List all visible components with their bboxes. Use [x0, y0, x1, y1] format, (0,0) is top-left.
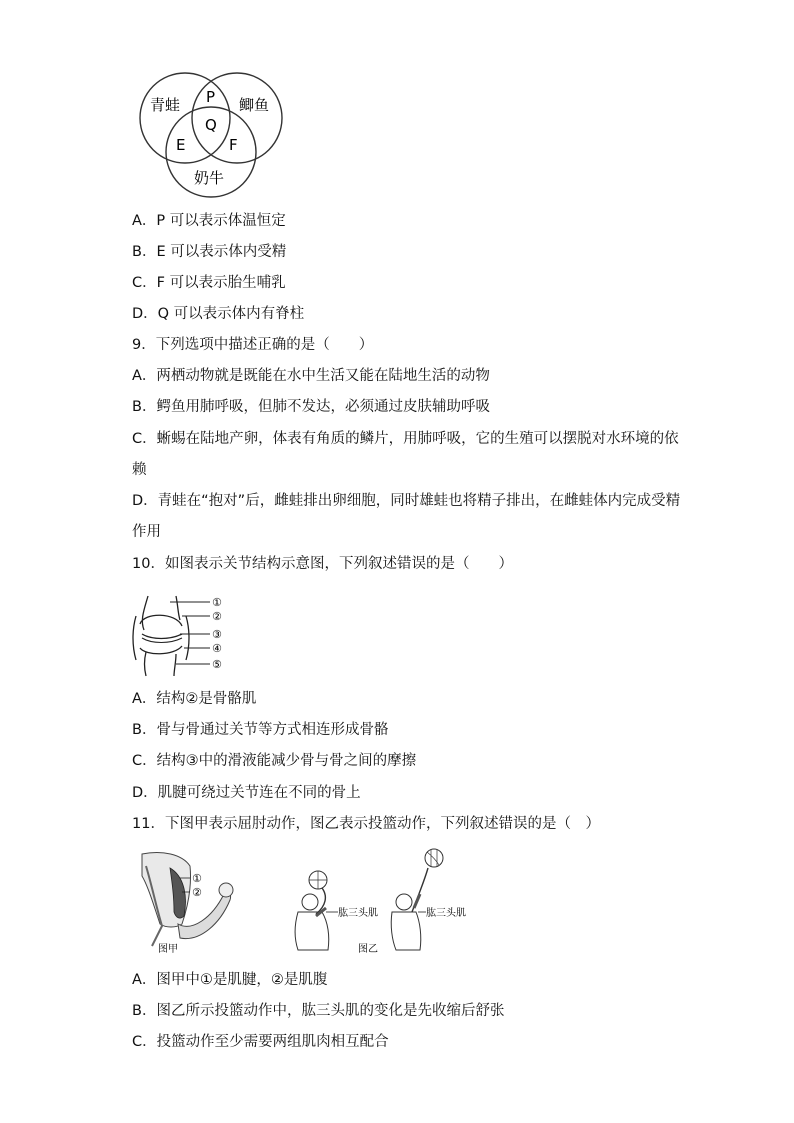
- q9-option-a: A．两栖动物就是既能在水中生活又能在陆地生活的动物: [132, 368, 490, 384]
- player-1-head: [302, 894, 318, 910]
- figure-jia-elbow-flexion: [132, 846, 242, 958]
- jia-label-1: ①: [192, 872, 202, 885]
- joint-cavity: [142, 634, 182, 639]
- joint-label-4: ④: [212, 642, 222, 655]
- q11-stem: 11．下图甲表示屈肘动作，图乙表示投篮动作，下列叙述错误的是（ ）: [132, 816, 600, 832]
- joint-structure-diagram: [130, 590, 230, 678]
- joint-label-3: ③: [212, 628, 222, 641]
- yi-caption: 图乙: [358, 944, 378, 955]
- q8-option-b: B．E 可以表示体内受精: [132, 244, 287, 260]
- q11-option-b: B．图乙所示投篮动作中，肱三头肌的变化是先收缩后舒张: [132, 1003, 505, 1019]
- q11-option-a: A．图甲中①是肌腱，②是肌腹: [132, 972, 328, 988]
- q9-option-b: B．鳄鱼用肺呼吸，但肺不发达，必须通过皮肤辅助呼吸: [132, 399, 490, 415]
- joint-label-1: ①: [212, 596, 222, 609]
- venn-label-frog: 青蛙: [150, 96, 181, 114]
- q8-option-d: D．Q 可以表示体内有脊柱: [132, 306, 305, 322]
- figure-yi-basketball: [286, 846, 486, 958]
- jia-label-2: ②: [192, 886, 202, 899]
- player-2-body: [391, 912, 421, 950]
- q8-option-c: C．F 可以表示胎生哺乳: [132, 275, 286, 291]
- hand-fist: [219, 883, 233, 897]
- venn-label-cow: 奶牛: [194, 169, 225, 187]
- yi-muscle-label-1: 肱三头肌: [338, 908, 378, 919]
- joint-label-5: ⑤: [212, 658, 222, 671]
- venn-label-e: E: [176, 136, 186, 154]
- q8-option-a: A．P 可以表示体温恒定: [132, 213, 286, 229]
- q11-option-c: C．投篮动作至少需要两组肌肉相互配合: [132, 1034, 389, 1050]
- upper-bone: [142, 596, 180, 630]
- lower-bone: [145, 652, 177, 676]
- venn-label-q: Q: [205, 116, 217, 134]
- jia-caption: 图甲: [158, 944, 178, 955]
- joint-label-2: ②: [212, 610, 222, 623]
- venn-label-f: F: [229, 136, 238, 154]
- yi-muscle-label-2: 肱三头肌: [426, 908, 466, 919]
- q9-option-d: D．青蛙在“抱对”后，雌蛙排出卵细胞，同时雄蛙也将精子排出，在雌蛙体内完成受精: [132, 493, 681, 509]
- q10-option-c: C．结构③中的滑液能减少骨与骨之间的摩擦: [132, 753, 417, 769]
- q9-stem: 9．下列选项中描述正确的是（ ）: [132, 337, 374, 353]
- q9-option-c: C．蜥蜴在陆地产卵，体表有角质的鳞片，用肺呼吸，它的生殖可以摆脱对水环境的依: [132, 431, 679, 447]
- venn-label-p: P: [206, 88, 216, 106]
- q10-option-d: D．肌腱可绕过关节连在不同的骨上: [132, 785, 361, 801]
- q10-option-a: A．结构②是骨骼肌: [132, 691, 257, 707]
- upper-bone-head: [140, 615, 182, 626]
- venn-diagram: [136, 64, 288, 200]
- q9-option-c-cont: 赖: [132, 462, 147, 478]
- q10-stem: 10．如图表示关节结构示意图，下列叙述错误的是（ ）: [132, 556, 513, 572]
- player-2-head: [396, 894, 412, 910]
- venn-label-fish: 鲫鱼: [239, 96, 270, 114]
- player-1-body: [295, 912, 329, 950]
- q10-option-b: B．骨与骨通过关节等方式相连形成骨骼: [132, 722, 389, 738]
- player-2-muscle: [414, 894, 420, 908]
- q9-option-d-cont: 作用: [132, 524, 161, 540]
